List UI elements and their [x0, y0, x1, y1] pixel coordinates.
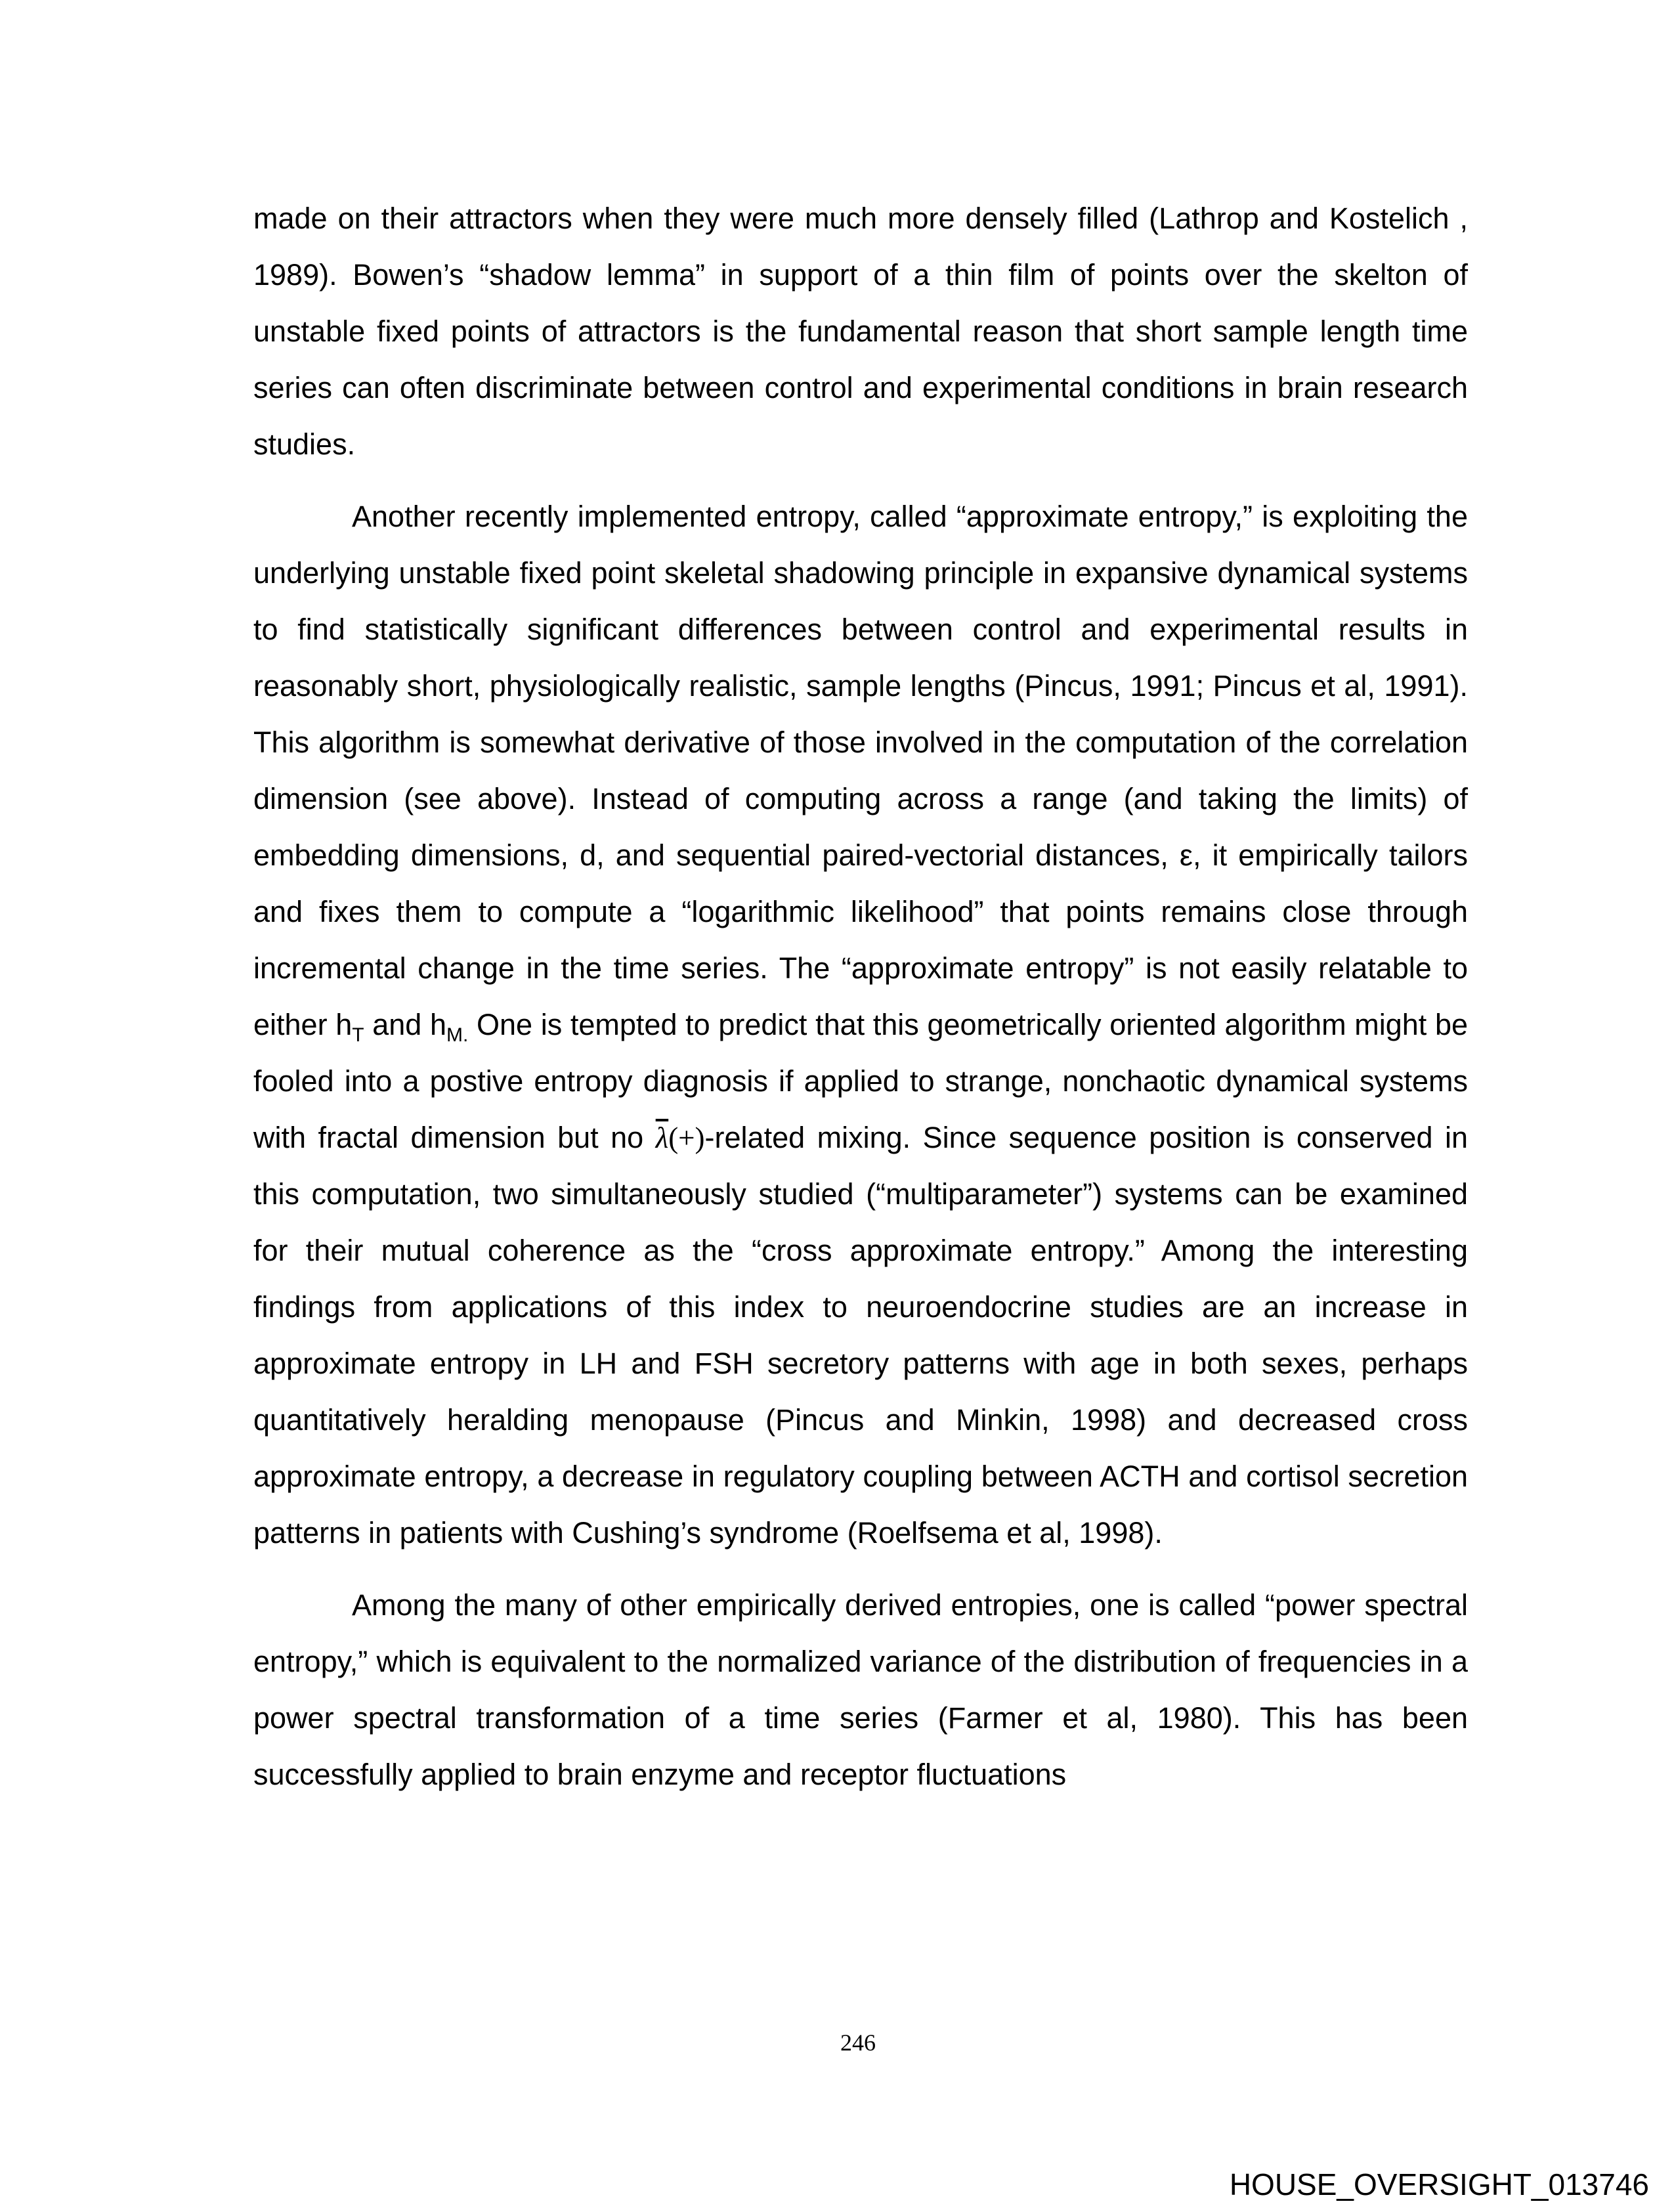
bates-stamp: HOUSE_OVERSIGHT_013746 [1229, 2167, 1649, 2201]
paragraph-2-text-c: One is tempted to predict that this geometrically oriented algorithm might be fooled into a postive entropy diagnosis if applied to strange, nonchaotic dynamical systems with fractal dimension but no [253, 1008, 1468, 1154]
paragraph-3: Among the many of other empirically derived entropies, one is called “power spectral entropy,” which is equivalent to the normalized variance of the distribution of frequencies in a power spectral transformation of a time series (Farmer et al, 1980). This has been successfully applied to brain enzyme and receptor fluctuations [253, 1588, 1468, 1791]
paragraph-2-text-a: Another recently implemented entropy, called “approximate entropy,” is exploiting the underlying unstable fixed point skeletal shadowing principle in expansive dynamical systems to find statistically significant differences between control and experimental results in reasonably short, physiologically realistic, sample lengths (Pincus, 1991; Pincus et al, 1991). This algorithm is somewhat derivative of those involved in the computation of the correlation dimension (see above). Instead of computing across a range (and taking the limits) of embedding dimensions, d, and sequential paired-vectorial distances, ε, it empirically tailors and fixes them to compute a “logarithmic likelihood” that points remains close through incremental change in the time series. The “approximate entropy” is not easily relatable to either h [253, 500, 1468, 1041]
paragraph-2-text-b: and h [364, 1008, 447, 1041]
lambda-argument: (+) [668, 1121, 705, 1154]
paragraph-1: made on their attractors when they were much more densely filled (Lathrop and Kostelich , 1989). Bowen’s “shadow lemma” in support of a thin film of points over the skelton of unstable fixed points of attractors is the fundamental reason that short sample length time series can often discriminate between control and experimental conditions in brain research studies. [253, 202, 1468, 461]
lambda-bar-symbol: $\overline{\lambda}$ [655, 1121, 669, 1154]
document-body [253, 190, 1468, 1819]
subscript-m: M. [446, 1024, 469, 1046]
paragraph-2-text-d: -related mixing. Since sequence position is conserved in this computation, two simultaneously studied (“multiparameter”) systems can be examined for their mutual coherence as the “cross approximate entropy.” Among the interesting findings from applications of this index to neuroendocrine studies are an increase in approximate entropy in LH and FSH secretory patterns with age in both sexes, perhaps quantitatively heralding menopause (Pincus and Minkin, 1998) and decreased cross approximate entropy, a decrease in regulatory coupling between ACTH and cortisol secretion patterns in patients with Cushing’s syndrome (Roelfsema et al, 1998). [253, 1121, 1468, 1550]
subscript-t: T [352, 1024, 364, 1046]
page-number: 246 [840, 2029, 876, 2056]
paragraph-2 [253, 488, 1468, 1561]
